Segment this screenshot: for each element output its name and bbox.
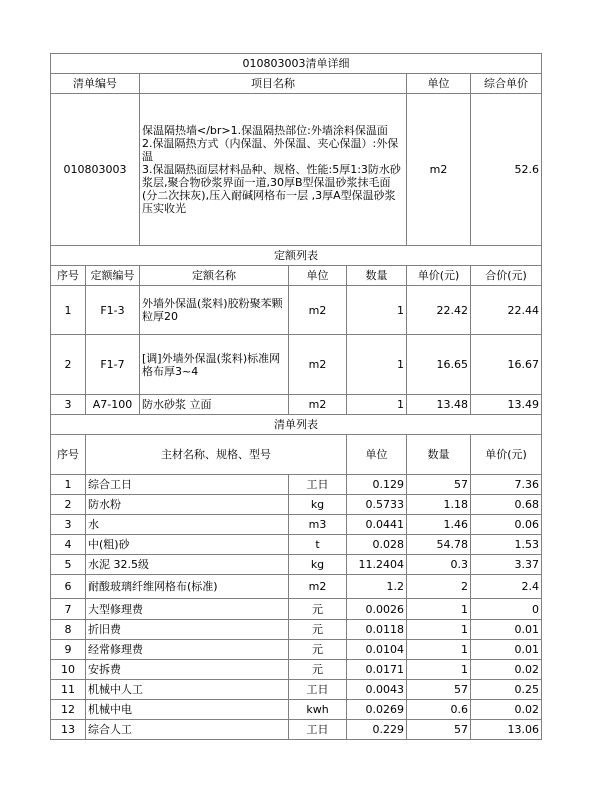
material-total: 1.53 (471, 535, 542, 555)
material-no: 6 (51, 575, 86, 599)
material-price: 57 (407, 475, 471, 495)
material-price: 1 (407, 599, 471, 620)
material-name: 水 (86, 515, 289, 535)
material-qty: 0.028 (347, 535, 407, 555)
material-total: 0.02 (471, 700, 542, 720)
material-price: 57 (407, 720, 471, 740)
quota-code: F1-3 (86, 286, 140, 335)
material-no: 10 (51, 660, 86, 680)
material-unit: 元 (289, 640, 347, 660)
quota-price: 22.42 (407, 286, 471, 335)
material-no: 4 (51, 535, 86, 555)
bill-detail-table (50, 53, 542, 740)
material-no: 9 (51, 640, 86, 660)
material-name: 折旧费 (86, 620, 289, 640)
quota-qty: 1 (347, 395, 407, 415)
material-total: 3.37 (471, 555, 542, 575)
material-header-unit: 单位 (347, 435, 407, 475)
material-name: 机械中人工 (86, 680, 289, 700)
material-price: 1.46 (407, 515, 471, 535)
material-qty: 0.0026 (347, 599, 407, 620)
material-price: 57 (407, 680, 471, 700)
quota-row (51, 286, 542, 335)
material-header-name: 主材名称、规格、型号 (86, 435, 347, 475)
material-no: 8 (51, 620, 86, 640)
material-total: 13.06 (471, 720, 542, 740)
material-unit: m3 (289, 515, 347, 535)
material-name: 经常修理费 (86, 640, 289, 660)
header-unit: 单位 (407, 74, 471, 94)
material-qty: 0.129 (347, 475, 407, 495)
material-qty: 0.0441 (347, 515, 407, 535)
material-total: 0 (471, 599, 542, 620)
material-qty: 0.0171 (347, 660, 407, 680)
material-no: 5 (51, 555, 86, 575)
material-row (51, 495, 542, 515)
material-unit: kg (289, 495, 347, 515)
material-price: 2 (407, 575, 471, 599)
quota-no: 1 (51, 286, 86, 335)
material-row (51, 680, 542, 700)
material-row (51, 620, 542, 640)
material-no: 3 (51, 515, 86, 535)
material-row (51, 640, 542, 660)
material-row (51, 660, 542, 680)
material-row (51, 515, 542, 535)
material-unit: t (289, 535, 347, 555)
quota-total: 13.49 (471, 395, 542, 415)
material-unit: 工日 (289, 680, 347, 700)
material-total: 0.01 (471, 640, 542, 660)
material-unit: kwh (289, 700, 347, 720)
quota-header-name: 定额名称 (140, 266, 289, 286)
material-qty: 0.0043 (347, 680, 407, 700)
quota-unit: m2 (289, 286, 347, 335)
item-unit: m2 (407, 94, 471, 246)
quota-section-title: 定额列表 (51, 246, 542, 266)
material-total: 0.25 (471, 680, 542, 700)
material-row (51, 475, 542, 495)
material-qty: 0.0118 (347, 620, 407, 640)
quota-no: 2 (51, 335, 86, 395)
material-unit: kg (289, 555, 347, 575)
material-name: 安拆费 (86, 660, 289, 680)
quota-total: 16.67 (471, 335, 542, 395)
material-no: 11 (51, 680, 86, 700)
header-price: 综合单价 (471, 74, 542, 94)
material-header-no: 序号 (51, 435, 86, 475)
quota-header-unit: 单位 (289, 266, 347, 286)
quota-name: 外墙外保温(浆料)胶粉聚苯颗粒厚20 (140, 286, 289, 335)
quota-header-no: 序号 (51, 266, 86, 286)
quota-qty: 1 (347, 286, 407, 335)
material-price: 0.3 (407, 555, 471, 575)
item-price: 52.6 (471, 94, 542, 246)
quota-code: A7-100 (86, 395, 140, 415)
material-header-price: 单价(元) (471, 435, 542, 475)
material-name: 耐酸玻璃纤维网格布(标准) (86, 575, 289, 599)
quota-total: 22.44 (471, 286, 542, 335)
material-unit: 元 (289, 620, 347, 640)
material-name: 机械中电 (86, 700, 289, 720)
material-total: 0.02 (471, 660, 542, 680)
material-row (51, 535, 542, 555)
material-qty: 0.5733 (347, 495, 407, 515)
material-qty: 0.0104 (347, 640, 407, 660)
quota-name: [调]外墙外保温(浆料)标准网格布厚3~4 (140, 335, 289, 395)
quota-row (51, 335, 542, 395)
material-name: 中(粗)砂 (86, 535, 289, 555)
material-name: 水泥 32.5级 (86, 555, 289, 575)
material-name: 防水粉 (86, 495, 289, 515)
header-code: 清单编号 (51, 74, 140, 94)
material-price: 1 (407, 620, 471, 640)
material-header-qty: 数量 (407, 435, 471, 475)
material-unit: 工日 (289, 475, 347, 495)
material-price: 1 (407, 660, 471, 680)
material-qty: 0.0269 (347, 700, 407, 720)
quota-unit: m2 (289, 395, 347, 415)
material-name: 综合人工 (86, 720, 289, 740)
material-section-title: 清单列表 (51, 415, 542, 435)
table-title: 010803003清单详细 (51, 54, 542, 74)
material-name: 综合工日 (86, 475, 289, 495)
quota-header-total: 合价(元) (471, 266, 542, 286)
item-code: 010803003 (51, 94, 140, 246)
material-total: 7.36 (471, 475, 542, 495)
material-row (51, 599, 542, 620)
material-price: 54.78 (407, 535, 471, 555)
material-total: 0.06 (471, 515, 542, 535)
material-no: 2 (51, 495, 86, 515)
material-row (51, 555, 542, 575)
material-qty: 1.2 (347, 575, 407, 599)
quota-price: 16.65 (407, 335, 471, 395)
material-unit: 工日 (289, 720, 347, 740)
quota-price: 13.48 (407, 395, 471, 415)
material-price: 1.18 (407, 495, 471, 515)
material-total: 0.01 (471, 620, 542, 640)
quota-code: F1-7 (86, 335, 140, 395)
header-name: 项目名称 (140, 74, 407, 94)
material-unit: 元 (289, 599, 347, 620)
material-no: 7 (51, 599, 86, 620)
material-no: 12 (51, 700, 86, 720)
material-unit: 元 (289, 660, 347, 680)
material-price: 0.6 (407, 700, 471, 720)
quota-name: 防水砂浆 立面 (140, 395, 289, 415)
quota-header-price: 单价(元) (407, 266, 471, 286)
material-row (51, 720, 542, 740)
quota-qty: 1 (347, 335, 407, 395)
material-qty: 11.2404 (347, 555, 407, 575)
material-total: 0.68 (471, 495, 542, 515)
item-description: 保温隔热墙</br>1.保温隔热部位:外墙涂料保温面 2.保温隔热方式（内保温、外保温、夹心保温）:外保温 3.保温隔热面层材料品种、规格、性能:5厚1:3防水砂浆层,聚合物砂浆界面一道,30厚B型保温砂浆抹毛面(分二次抹灰),压入耐碱网格布一层 ,3厚A型保温砂浆压实收光 (140, 94, 407, 246)
quota-header-code: 定额编号 (86, 266, 140, 286)
quota-unit: m2 (289, 335, 347, 395)
material-name: 大型修理费 (86, 599, 289, 620)
material-price: 1 (407, 640, 471, 660)
material-no: 13 (51, 720, 86, 740)
quota-header-qty: 数量 (347, 266, 407, 286)
material-qty: 0.229 (347, 720, 407, 740)
quota-no: 3 (51, 395, 86, 415)
material-total: 2.4 (471, 575, 542, 599)
material-row (51, 700, 542, 720)
material-no: 1 (51, 475, 86, 495)
material-unit: m2 (289, 575, 347, 599)
material-row (51, 575, 542, 599)
quota-row (51, 395, 542, 415)
